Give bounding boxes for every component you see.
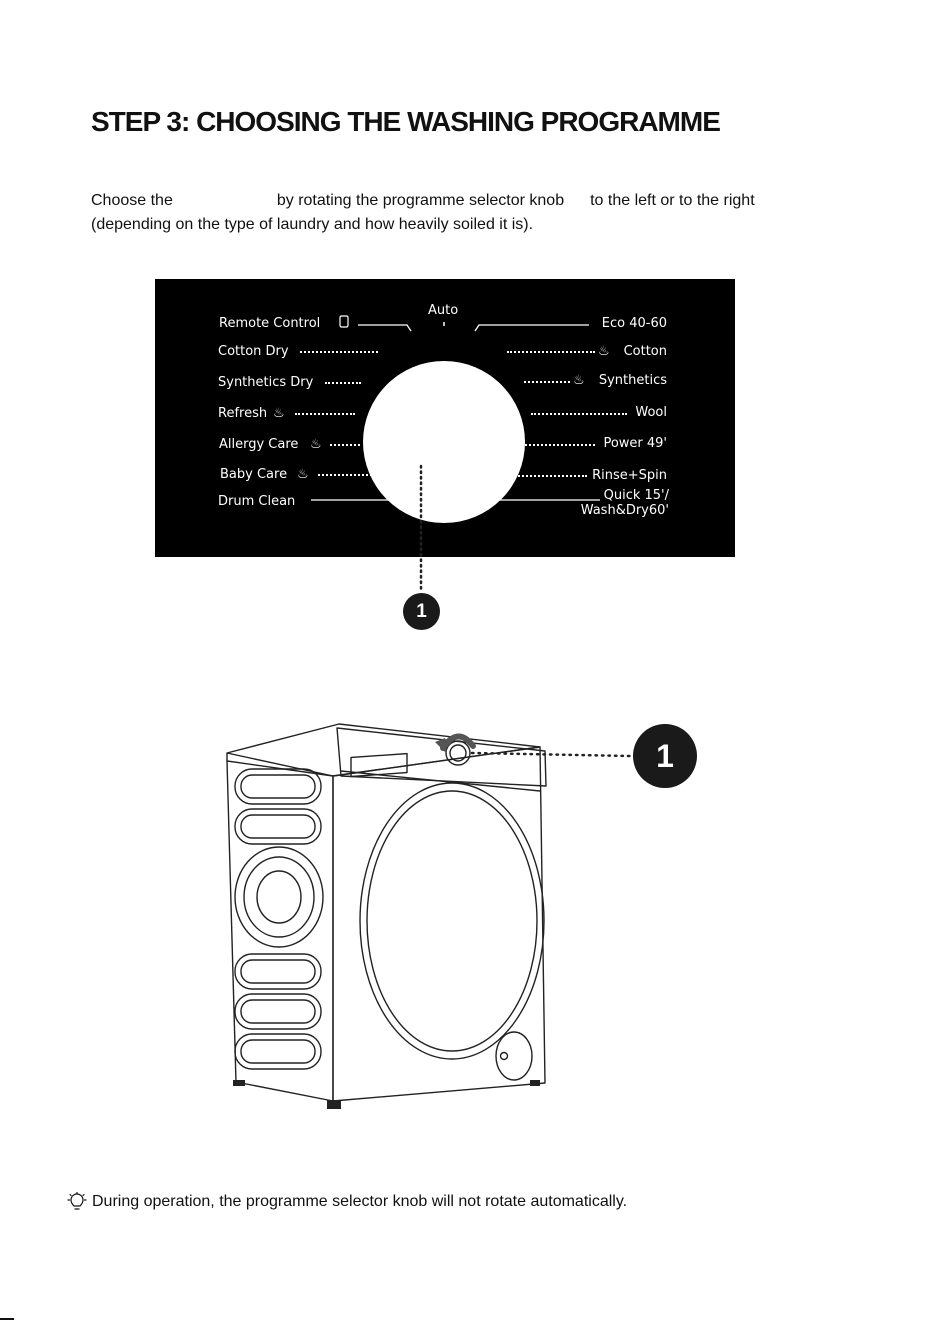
intro-line-2: (depending on the type of laundry and how heavily soiled it is).	[91, 216, 534, 233]
programme-baby-care: Baby Care	[220, 467, 288, 482]
note-text: During operation, the programme selector knob will not rotate automatically.	[92, 1193, 628, 1210]
page-edge-mark	[0, 1318, 14, 1320]
programme-power-49: Power 49'	[603, 436, 667, 451]
programme-allergy-care: Allergy Care	[219, 437, 299, 452]
programme-auto: Auto	[428, 303, 459, 318]
programme-cotton: Cotton	[623, 344, 667, 359]
programme-wash-dry-60: Wash&Dry60'	[580, 503, 669, 518]
programme-eco-40-60: Eco 40-60	[601, 316, 667, 331]
intro-part-1: Choose the	[91, 192, 173, 209]
steam-icon: ♨	[297, 467, 309, 482]
note	[66, 1192, 627, 1212]
programme-wool: Wool	[635, 405, 667, 420]
callout-badge-knob: 1	[403, 593, 440, 630]
intro-part-2: by rotating the programme selector knob	[276, 192, 565, 209]
programme-cotton-dry: Cotton Dry	[218, 344, 289, 359]
intro-part-3: to the left or to the right	[590, 192, 755, 209]
programme-refresh: Refresh	[218, 406, 268, 421]
programme-rinse-spin: Rinse+Spin	[592, 468, 667, 483]
lightbulb-icon	[66, 1192, 88, 1212]
washing-machine-illustration	[215, 716, 555, 1116]
callout-badge-machine: 1	[633, 724, 697, 788]
programme-quick-15: Quick 15'/	[603, 488, 669, 503]
steam-icon: ♨	[310, 437, 322, 452]
steam-icon: ♨	[598, 344, 610, 359]
programme-synthetics-dry: Synthetics Dry	[218, 375, 314, 390]
steam-icon: ♨	[273, 406, 285, 421]
page-title: STEP 3: CHOOSING THE WASHING PROGRAMME	[91, 106, 720, 137]
programme-spin: Spin	[428, 505, 457, 520]
programme-remote-control: Remote Control	[219, 316, 321, 331]
steam-icon: ♨	[573, 373, 585, 388]
programme-synthetics: Synthetics	[598, 373, 667, 388]
programme-drum-clean: Drum Clean	[218, 494, 296, 509]
